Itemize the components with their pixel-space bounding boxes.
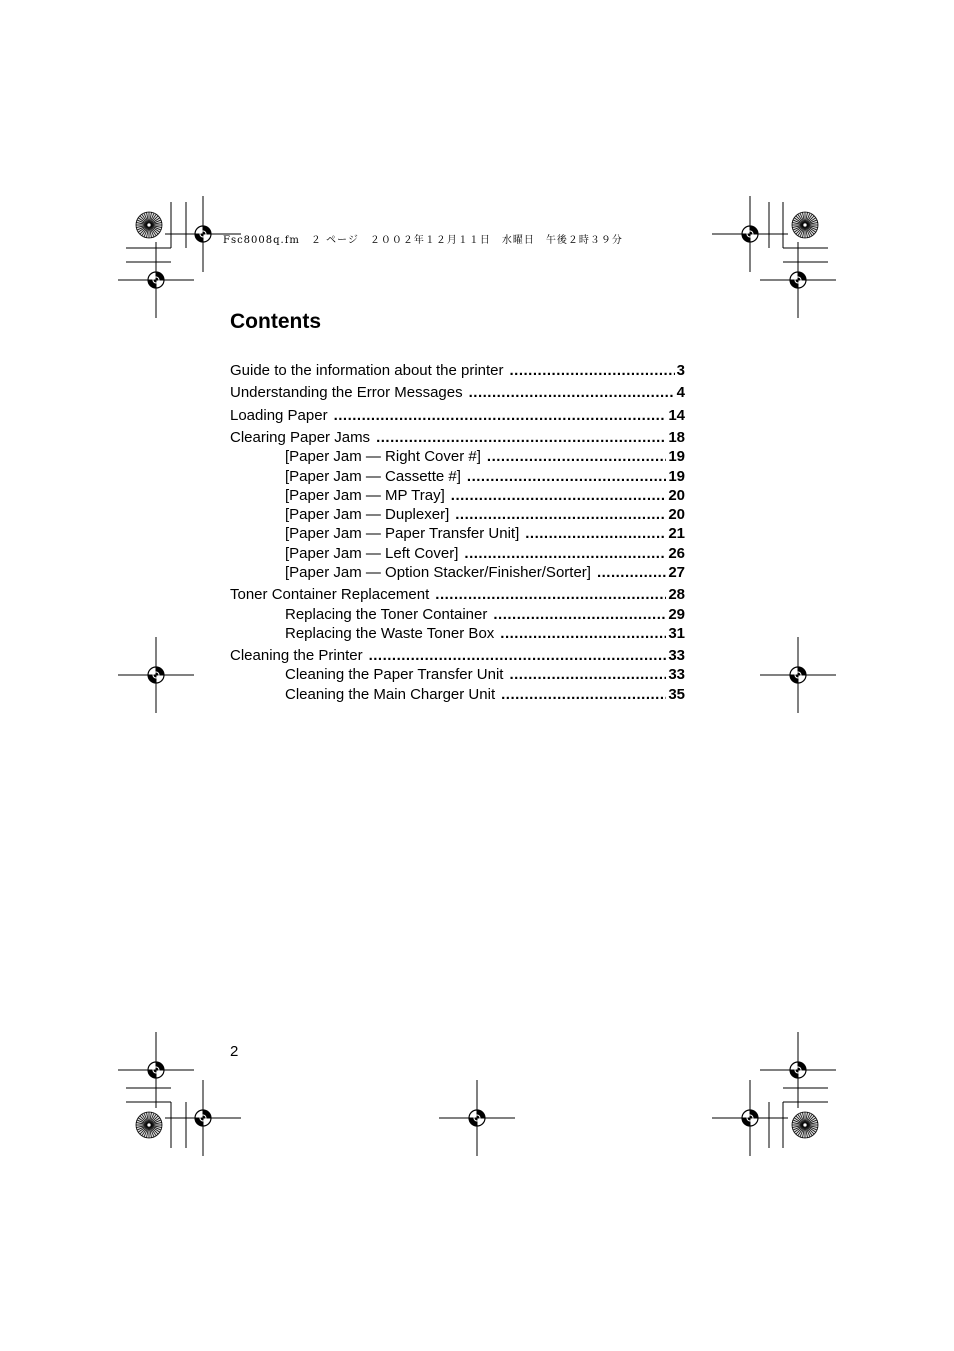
toc-entry[interactable] xyxy=(230,429,685,447)
toc-dot-leader xyxy=(509,666,666,684)
toc-entry[interactable] xyxy=(285,686,685,704)
toc-entry[interactable] xyxy=(285,448,685,466)
file-info-header: Fsc8008q.fm ２ ページ ２００２年１２月１１日 水曜日 午後２時３９分 xyxy=(223,235,623,246)
registration-mark-icon xyxy=(118,242,194,318)
toc-entry-label: [Paper Jam — MP Tray] xyxy=(285,487,445,504)
toc-entry-page: 20 xyxy=(668,487,685,504)
toc-entry-page: 35 xyxy=(668,686,685,703)
toc-entry-label: Cleaning the Paper Transfer Unit xyxy=(285,666,504,683)
toc-entry[interactable] xyxy=(285,487,685,505)
toc-entry-label: Clearing Paper Jams xyxy=(230,429,371,446)
toc-entry-label: [Paper Jam — Cassette #] xyxy=(285,468,461,485)
toc-entry-label: Replacing the Toner Container xyxy=(285,606,488,623)
toc-dot-leader xyxy=(469,384,675,402)
registration-mark-icon xyxy=(760,637,836,713)
toc-entry-page: 3 xyxy=(676,362,685,379)
toc-entry-page: 4 xyxy=(676,384,685,401)
toc-entry[interactable] xyxy=(230,384,685,402)
toc-entry-label: [Paper Jam — Duplexer] xyxy=(285,506,450,523)
toc-entry-label: Replacing the Waste Toner Box xyxy=(285,625,495,642)
toc-dot-leader xyxy=(493,606,666,624)
registration-mark-icon xyxy=(712,196,788,272)
toc-dot-leader xyxy=(334,407,667,425)
toc-entry[interactable] xyxy=(285,545,685,563)
toc-entry-label: Cleaning the Main Charger Unit xyxy=(285,686,496,703)
toc-dot-leader xyxy=(435,586,666,604)
registration-mark-icon xyxy=(118,637,194,713)
toc-entry-label: [Paper Jam — Right Cover #] xyxy=(285,448,481,465)
toc-entry-label: Loading Paper xyxy=(230,407,328,424)
registration-mark-icon xyxy=(760,1032,836,1108)
toc-dot-leader xyxy=(501,686,666,704)
toc-entry-page: 19 xyxy=(668,468,685,485)
toc-entry[interactable] xyxy=(230,586,685,604)
toc-entry-page: 33 xyxy=(668,666,685,683)
toc-entry-page: 27 xyxy=(668,564,685,581)
toc-entry-label: [Paper Jam — Left Cover] xyxy=(285,545,459,562)
toc-dot-leader xyxy=(464,545,666,563)
toc-entry[interactable] xyxy=(285,564,685,582)
toc-entry-page: 31 xyxy=(668,625,685,642)
toc-dot-leader xyxy=(455,506,666,524)
toc-dot-leader xyxy=(500,625,666,643)
toc-entry[interactable] xyxy=(285,625,685,643)
toc-entry-page: 18 xyxy=(668,429,685,446)
toc-entry-page: 33 xyxy=(668,647,685,664)
toc-entry[interactable] xyxy=(285,525,685,543)
starburst-target-icon xyxy=(792,212,818,238)
toc-entry-label: [Paper Jam — Paper Transfer Unit] xyxy=(285,525,520,542)
toc-entry-page: 28 xyxy=(668,586,685,603)
toc-dot-leader xyxy=(525,525,666,543)
toc-entry-page: 19 xyxy=(668,448,685,465)
registration-mark-icon xyxy=(760,242,836,318)
toc-dot-leader xyxy=(510,362,675,380)
toc-entry-label: Guide to the information about the printer xyxy=(230,362,504,379)
toc-dot-leader xyxy=(487,448,666,466)
toc-entry-label: Understanding the Error Messages xyxy=(230,384,463,401)
toc-dot-leader xyxy=(451,487,667,505)
toc-entry[interactable] xyxy=(285,506,685,524)
toc-entry-page: 20 xyxy=(668,506,685,523)
registration-mark-icon xyxy=(439,1080,515,1156)
starburst-target-icon xyxy=(136,212,162,238)
toc-dot-leader xyxy=(467,468,666,486)
registration-mark-icon xyxy=(712,1080,788,1156)
toc-entry-page: 21 xyxy=(668,525,685,542)
page-number: 2 xyxy=(230,1043,239,1060)
page-title: Contents xyxy=(230,310,321,333)
starburst-target-icon xyxy=(136,1112,162,1138)
toc-entry[interactable] xyxy=(230,407,685,425)
toc-entry-page: 14 xyxy=(668,407,685,424)
registration-mark-icon xyxy=(118,1032,194,1108)
toc-entry[interactable] xyxy=(285,666,685,684)
toc-dot-leader xyxy=(369,647,667,665)
toc-entry[interactable] xyxy=(285,468,685,486)
registration-mark-icon xyxy=(165,1080,241,1156)
toc-entry-page: 26 xyxy=(668,545,685,562)
toc-entry[interactable] xyxy=(230,362,685,380)
toc-entry-label: Toner Container Replacement xyxy=(230,586,430,603)
starburst-target-icon xyxy=(792,1112,818,1138)
toc-dot-leader xyxy=(376,429,666,447)
toc-entry[interactable] xyxy=(230,647,685,665)
toc-entry-label: Cleaning the Printer xyxy=(230,647,363,664)
toc-dot-leader xyxy=(597,564,666,582)
toc-entry[interactable] xyxy=(285,606,685,624)
toc-entry-page: 29 xyxy=(668,606,685,623)
toc-entry-label: [Paper Jam — Option Stacker/Finisher/Sorter] xyxy=(285,564,591,581)
